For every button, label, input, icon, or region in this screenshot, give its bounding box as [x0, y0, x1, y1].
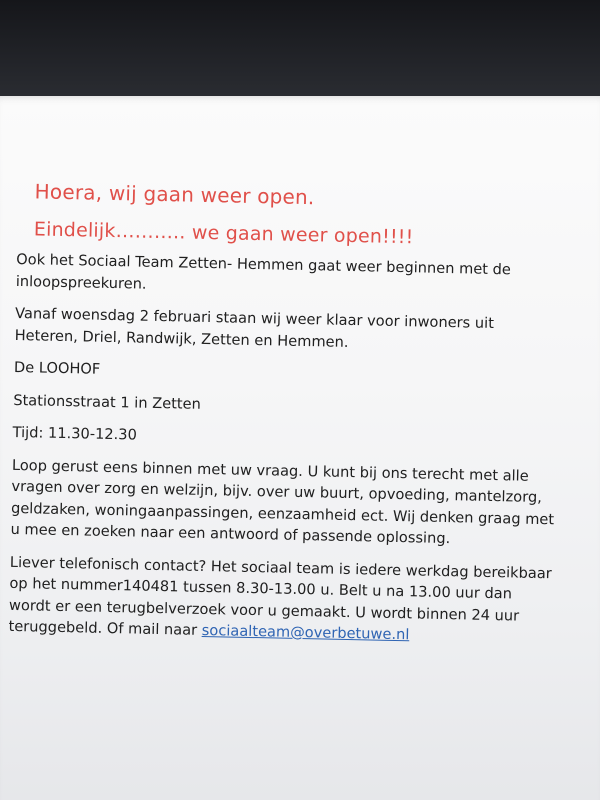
- contact-text: Liever telefonisch contact? Het sociaal team is iedere werkdag bereikbaar op het nummer140481 tussen 8.30-13.00 u. Belt u na 13.00 uur dan wordt er een terugbelverzoek voor u gemaakt. U wordt binnen 24 uur teruggebeld. Of mail naar: [8, 553, 552, 639]
- notice-document: [8, 176, 563, 649]
- info-paragraph: Loop gerust eens binnen met uw vraag. U kunt bij ons terecht met alle vragen over zorg en welzijn, bijv. over uw buurt, opvoeding, mantelzorg, geldzaken, woningaanpassingen, eenzaamheid ect. Wij denken graag met u mee en zoeken naar een antwoord of passende oplossing.: [10, 456, 555, 548]
- intro-paragraph: Ook het Sociaal Team Zetten- Hemmen gaat weer beginnen met de inloopspreekuren.: [15, 250, 512, 293]
- contact-paragraph: [8, 551, 555, 648]
- heading-hoera: Hoera, wij gaan weer open.: [34, 179, 315, 210]
- date-paragraph: Vanaf woensdag 2 februari staan wij weer klaar voor inwoners uit Heteren, Driel, Randwijk, Zetten en Hemmen.: [14, 304, 495, 351]
- location-address: Stationsstraat 1 in Zetten: [13, 391, 202, 413]
- location-name: De LOOHOF: [13, 358, 101, 378]
- time-line: Tijd: 11.30-12.30: [12, 423, 137, 444]
- heading-eindelijk: Eindelijk……….. we gaan weer open!!!!: [33, 218, 414, 249]
- email-link[interactable]: sociaalteam@overbetuwe.nl: [201, 621, 410, 644]
